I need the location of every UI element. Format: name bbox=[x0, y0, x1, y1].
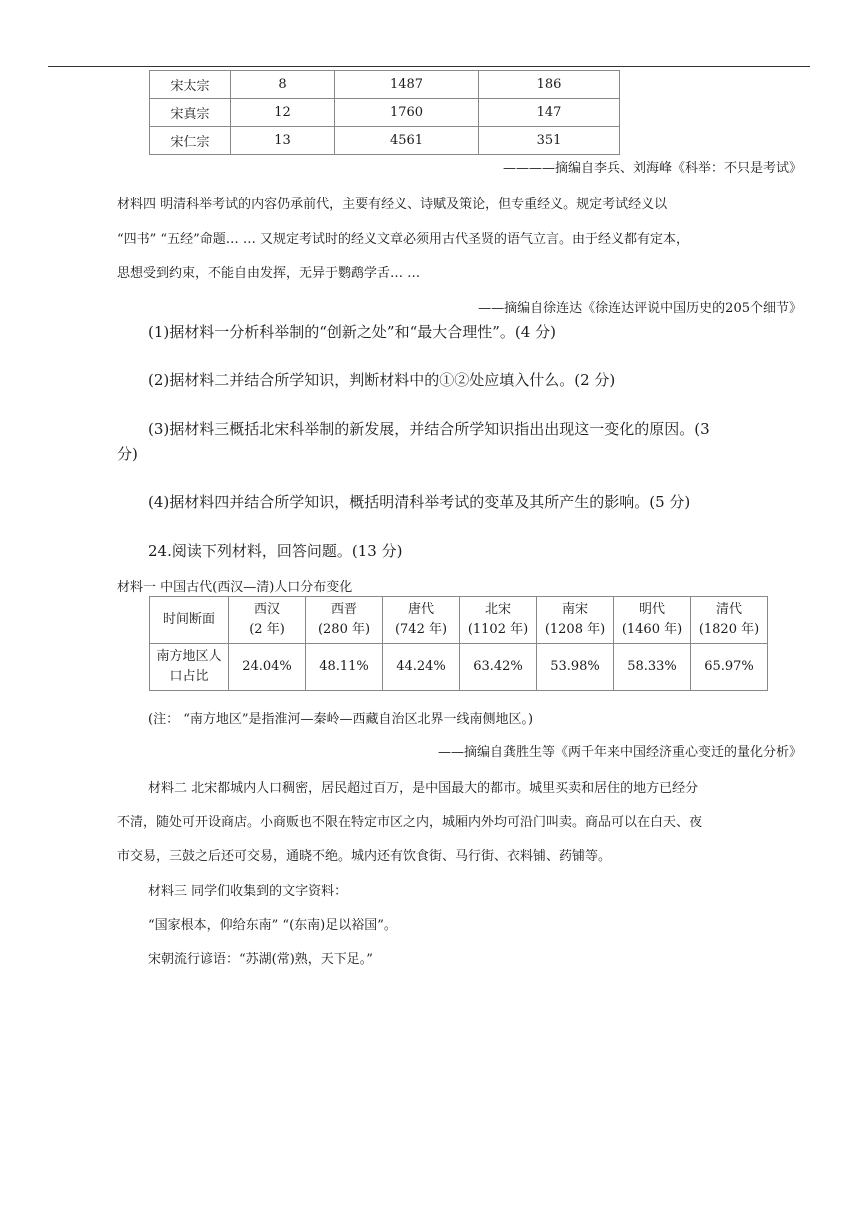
table-header-cell: 清代 (1820 年) bbox=[691, 597, 768, 644]
table-cell: 13 bbox=[231, 127, 335, 155]
table-header-cell: 唐代 (742 年) bbox=[383, 597, 460, 644]
table-row bbox=[150, 99, 620, 127]
table-cell: 53.98% bbox=[537, 644, 614, 691]
material4-source: ——摘编自徐连达《徐连达评说中国历史的205个细节》 bbox=[478, 301, 802, 316]
table-header-cell: 南宋 (1208 年) bbox=[537, 597, 614, 644]
material4-line: “四书” “五经”命题… … 又规定考试时的经义文章必须用古代圣贤的语气立言。由于经义都有定本， bbox=[117, 232, 689, 247]
table-row-label: 南方地区人 口占比 bbox=[150, 644, 229, 691]
header-rule bbox=[48, 66, 810, 67]
material3-line: “国家根本，仰给东南” “(东南)足以裕国”。 bbox=[148, 918, 397, 933]
table-row bbox=[150, 644, 768, 691]
table-header-cell: 明代 (1460 年) bbox=[614, 597, 691, 644]
table-cell: 44.24% bbox=[383, 644, 460, 691]
song-exam-table bbox=[149, 70, 620, 155]
table-cell: 4561 bbox=[335, 127, 479, 155]
table-cell: 1760 bbox=[335, 99, 479, 127]
table-header-cell: 时间断面 bbox=[150, 597, 229, 644]
table-header-cell: 西晋 (280 年) bbox=[306, 597, 383, 644]
table-cell: 48.11% bbox=[306, 644, 383, 691]
material2-line: 不清，随处可开设商店。小商贩也不限在特定市区之内，城厢内外均可沿门叫卖。商品可以在白天、夜 bbox=[117, 815, 703, 830]
material2-line: 市交易，三鼓之后还可交易，通晓不绝。城内还有饮食街、马行街、衣料铺、药铺等。 bbox=[117, 849, 612, 864]
table-cell: 宋真宗 bbox=[150, 99, 231, 127]
table-cell: 63.42% bbox=[460, 644, 537, 691]
table-cell: 147 bbox=[479, 99, 620, 127]
table-cell: 12 bbox=[231, 99, 335, 127]
table-header-row bbox=[150, 597, 768, 644]
table-cell: 351 bbox=[479, 127, 620, 155]
question-4: (4)据材料四并结合所学知识，概括明清科举考试的变革及其所产生的影响。(5 分) bbox=[148, 493, 691, 511]
material1-caption: 材料一 中国古代(西汉—清)人口分布变化 bbox=[117, 580, 353, 595]
table-cell: 65.97% bbox=[691, 644, 768, 691]
table-cell: 58.33% bbox=[614, 644, 691, 691]
table-cell: 186 bbox=[479, 71, 620, 99]
material4-line: 思想受到约束，不能自由发挥，无异于鹦鹉学舌… … bbox=[117, 266, 421, 281]
question-3: (3)据材料三概括北宋科举制的新发展，并结合所学知识指出出现这一变化的原因。(3 bbox=[148, 420, 710, 438]
table-row bbox=[150, 127, 620, 155]
table-header-cell: 西汉 (2 年) bbox=[229, 597, 306, 644]
material2-line: 材料二 北宋都城内人口稠密，居民超过百万，是中国最大的都市。城里买卖和居住的地方已经分 bbox=[148, 781, 699, 796]
table-header-cell: 北宋 (1102 年) bbox=[460, 597, 537, 644]
table-cell: 1487 bbox=[335, 71, 479, 99]
table-cell: 宋太宗 bbox=[150, 71, 231, 99]
table-note: (注： “南方地区”是指淮河—秦岭—西藏自治区北界一线南侧地区。) bbox=[148, 712, 534, 727]
table-cell: 8 bbox=[231, 71, 335, 99]
material1-source: ——摘编自龚胜生等《两千年来中国经济重心变迁的量化分析》 bbox=[437, 745, 802, 760]
material3-title: 材料三 同学们收集到的文字资料： bbox=[148, 884, 348, 899]
material4-line: 材料四 明清科举考试的内容仍承前代，主要有经义、诗赋及策论，但专重经义。规定考试经义以 bbox=[117, 197, 668, 212]
question-1: (1)据材料一分析科举制的“创新之处”和“最大合理性”。(4 分) bbox=[148, 323, 556, 341]
question-24-title: 24.阅读下列材料，回答问题。(13 分) bbox=[148, 542, 403, 560]
table-cell: 宋仁宗 bbox=[150, 127, 231, 155]
population-table bbox=[149, 596, 768, 691]
table3-source: ————摘编自李兵、刘海峰《科举：不只是考试》 bbox=[502, 161, 802, 176]
table-row bbox=[150, 71, 620, 99]
question-3-cont: 分) bbox=[117, 445, 138, 463]
table-cell: 24.04% bbox=[229, 644, 306, 691]
material3-line: 宋朝流行谚语：“苏湖(常)熟，天下足。” bbox=[148, 952, 373, 967]
question-2: (2)据材料二并结合所学知识，判断材料中的①②处应填入什么。(2 分) bbox=[148, 371, 616, 389]
